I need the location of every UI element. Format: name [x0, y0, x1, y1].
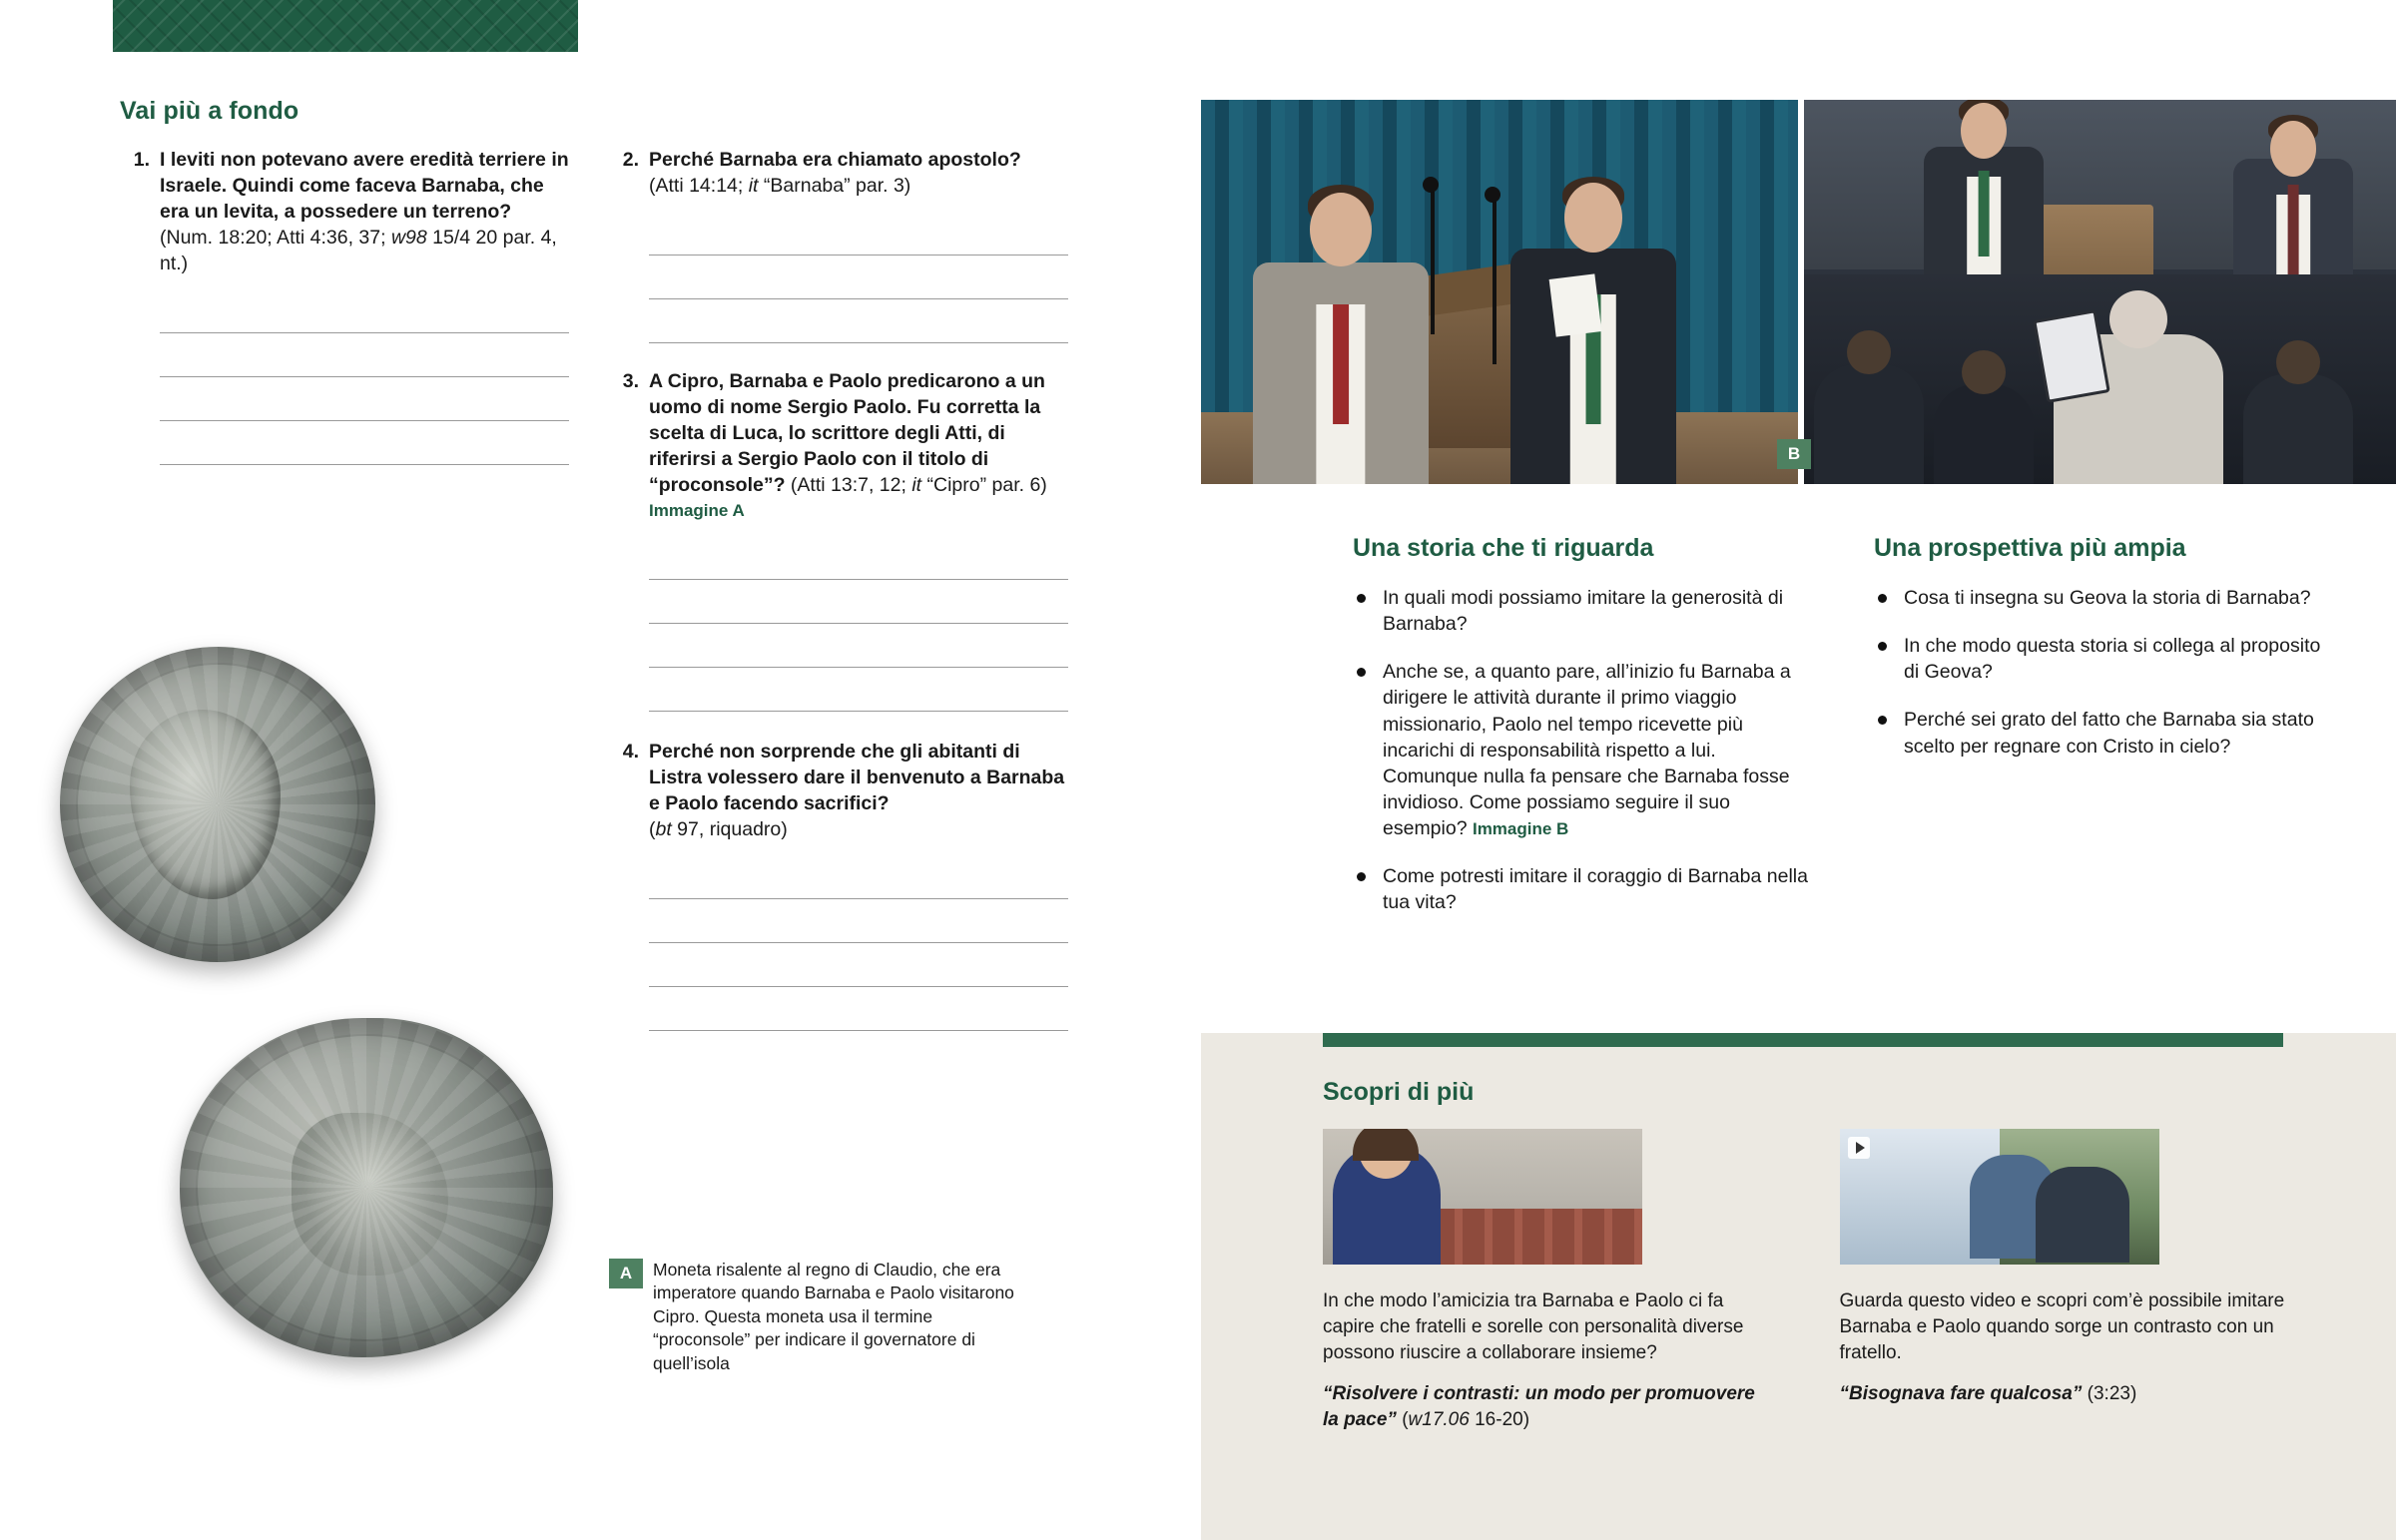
answer-line[interactable] [649, 256, 1068, 299]
question-reference-tail: “Cipro” par. 6) [921, 473, 1047, 496]
microphone-head [1485, 187, 1500, 203]
person-two [2036, 1167, 2129, 1263]
discover-description: In che modo l’amicizia tra Barnaba e Paolo ci fa capire che fratelli e sorelle con personalità diverse possono riuscire a collaborare insieme? [1323, 1290, 1744, 1363]
person-head [1564, 183, 1622, 253]
column-heading: Una prospettiva più ampia [1874, 534, 2186, 562]
decorative-header-bar [113, 0, 578, 52]
person-head [2270, 121, 2316, 177]
question-reference: (Atti 13:7, 12; [785, 473, 912, 496]
question-number: 1. [133, 149, 150, 171]
question-number: 2. [622, 149, 639, 171]
discover-title-ref-open: ( [1396, 1409, 1409, 1431]
caption-badge-a: A [609, 1259, 643, 1288]
reflection-columns [1353, 534, 2366, 937]
question-column-right [609, 148, 1068, 1045]
thumbnail-video-two-brothers[interactable] [1840, 1129, 2159, 1265]
question-item [609, 740, 1068, 1031]
coin-claudius-obverse-image [60, 647, 375, 962]
question-reference-tail: 97, riquadro) [671, 818, 788, 841]
question-bold-text: I leviti non potevano avere eredità terriere in Israele. Quindi come faceva Barnaba, che era un levita, a possedere un terreno? [160, 149, 569, 223]
photo-strip [1201, 100, 2396, 484]
discover-item-video[interactable] [1840, 1129, 2287, 1433]
person-tie [1979, 171, 1990, 257]
bullet-text: Perché sei grato del fatto che Barnaba sia stato scelto per regnare con Cristo in cielo? [1904, 709, 2314, 758]
question-reference-italic: it [748, 174, 759, 197]
audience-member [1814, 364, 1924, 484]
caption-a-text: Moneta risalente al regno di Claudio, che era imperatore quando Barnaba e Paolo visitarono Cipro. Questa moneta usa il termine “proconsole” per indicare il governatore di quell’isola [653, 1260, 1014, 1373]
answer-lines[interactable] [160, 289, 569, 465]
coin-rim [60, 647, 375, 962]
coin-rim [180, 1018, 553, 1357]
coin-claudius-reverse-image [180, 1018, 553, 1357]
question-text [649, 740, 1068, 843]
discover-title-ref-tail: 16-20) [1469, 1409, 1530, 1431]
photo-badge-b: B [1777, 439, 1811, 469]
bullet-item [1353, 659, 1812, 841]
question-reference: ( [649, 818, 656, 841]
pattern-texture [113, 0, 578, 52]
left-page [0, 0, 1193, 1540]
audience-member [2243, 374, 2353, 484]
discover-title-text: “Risolvere i contrasti: un modo per promuovere la pace” [1323, 1383, 1755, 1431]
question-text [160, 148, 569, 277]
microphone-head [1423, 177, 1439, 193]
question-bold-text: Perché Barnaba era chiamato apostolo? [649, 149, 1021, 171]
bullet-text: Anche se, a quanto pare, all’inizio fu Barnaba a dirigere le attività durante il primo viaggio missionario, Paolo nel tempo ricevette più incarichi di responsabilità rispetto a lui. Comunque nulla fa pensare che Barnaba fosse invidioso. Come possiamo seguire il suo esempio? [1383, 661, 1791, 839]
answer-line[interactable] [649, 212, 1068, 256]
page-title: Vai più a fondo [120, 97, 300, 125]
handout-paper [1549, 273, 1602, 336]
bullet-text: Come potresti imitare il coraggio di Barnaba nella tua vita? [1383, 865, 1808, 914]
thumbnail-sister-in-kingdom-hall[interactable] [1323, 1129, 1642, 1265]
audience-head [2276, 340, 2320, 384]
column-heading: Una storia che ti riguarda [1353, 534, 1654, 562]
question-number: 4. [622, 741, 639, 764]
answer-line[interactable] [649, 899, 1068, 943]
caption-a [609, 1259, 1028, 1375]
audience-row [1804, 274, 2396, 484]
discover-title-ref-tail: (3:23) [2082, 1383, 2137, 1405]
photo-brother-speaking-to-audience [1804, 100, 2396, 484]
audience-head [2109, 290, 2167, 348]
play-icon[interactable] [1848, 1137, 1870, 1159]
answer-lines[interactable] [649, 855, 1068, 1031]
question-text [649, 148, 1068, 200]
discover-title-text: “Bisognava fare qualcosa” [1839, 1383, 2083, 1405]
photo-brothers-at-podium [1201, 100, 1798, 484]
answer-line[interactable] [649, 624, 1068, 668]
person-tie [1333, 304, 1349, 424]
coin-portrait [130, 710, 282, 899]
bullet-text: In quali modi possiamo imitare la generosità di Barnaba? [1383, 587, 1784, 636]
question-reference-tail: “Barnaba” par. 3) [758, 174, 911, 197]
answer-line[interactable] [160, 421, 569, 465]
question-number: 3. [622, 369, 639, 392]
bullet-text: Cosa ti insegna su Geova la storia di Barnaba? [1904, 587, 2311, 609]
bullet-item [1874, 585, 2333, 611]
question-column-left [120, 148, 569, 479]
question-item [609, 369, 1068, 713]
discover-description: Guarda questo video e scopri com’è possibile imitare Barnaba e Paolo quando sorge un contrasto con un fratello. [1839, 1290, 2285, 1363]
tablet-device [2033, 309, 2110, 403]
audience-head [1847, 330, 1891, 374]
discover-title[interactable] [1840, 1381, 2287, 1407]
answer-line[interactable] [649, 943, 1068, 987]
answer-line[interactable] [160, 333, 569, 377]
microphone-stand [1493, 195, 1497, 364]
discover-item-article[interactable] [1323, 1129, 1770, 1433]
question-reference-italic: w98 [390, 226, 427, 249]
question-reference-italic: bt [655, 818, 672, 841]
answer-line[interactable] [649, 299, 1068, 343]
bullet-item [1353, 585, 1812, 637]
answer-line[interactable] [649, 580, 1068, 624]
discover-more-panel [1201, 1033, 2396, 1540]
person-tie [2288, 185, 2299, 274]
bullet-item [1874, 707, 2333, 759]
question-reference: (Atti 14:14; [649, 174, 749, 197]
answer-line[interactable] [649, 987, 1068, 1031]
column-una-prospettiva-piu-ampia [1874, 534, 2333, 937]
coin-figure [292, 1113, 448, 1276]
image-reference-b: Immagine B [1472, 819, 1569, 838]
person-speaker-left [1253, 185, 1429, 484]
answer-lines[interactable] [649, 536, 1068, 712]
image-reference-a: Immagine A [649, 501, 745, 521]
panel-accent-bar [1323, 1033, 2283, 1047]
answer-line[interactable] [649, 855, 1068, 899]
question-reference: (Num. 18:20; Atti 4:36, 37; [160, 226, 391, 249]
discover-title[interactable] [1323, 1381, 1770, 1433]
answer-line[interactable] [649, 668, 1068, 712]
answer-line[interactable] [160, 377, 569, 421]
discover-items [1323, 1129, 2286, 1433]
question-reference-italic: it [911, 473, 922, 496]
question-reference-tail: 15/4 20 par. 4, nt.) [160, 226, 557, 274]
answer-line[interactable] [649, 536, 1068, 580]
person-hair [1353, 1129, 1419, 1161]
person-speaker [1924, 100, 2044, 296]
bullet-text: In che modo questa storia si collega al proposito di Geova? [1904, 635, 2321, 684]
question-item [120, 148, 569, 465]
audience-head [1962, 350, 2006, 394]
person-head [1961, 103, 2007, 159]
bullet-item [1874, 633, 2333, 685]
discover-heading: Scopri di più [1323, 1078, 1475, 1106]
bullet-item [1353, 863, 1812, 915]
answer-lines[interactable] [649, 212, 1068, 343]
question-bold-text: A Cipro, Barnaba e Paolo predicarono a un uomo di nome Sergio Paolo. Fu corretta la scelta di Luca, lo scrittore degli Atti, di riferirsi a Sergio Paolo con il titolo di “proconsole”? [649, 369, 1045, 496]
microphone-stand [1431, 185, 1435, 334]
person-head [1310, 193, 1372, 266]
chairs [1433, 1209, 1642, 1265]
column-una-storia-che-ti-riguarda [1353, 534, 1812, 937]
question-item [609, 148, 1068, 343]
discover-title-ref-italic: w17.06 [1408, 1409, 1470, 1431]
audience-member [1934, 384, 2034, 484]
answer-line[interactable] [160, 289, 569, 333]
question-bold-text: Perché non sorprende che gli abitanti di Listra volessero dare il benvenuto a Barnaba e Paolo facendo sacrifici? [649, 741, 1065, 815]
question-text [649, 369, 1068, 525]
